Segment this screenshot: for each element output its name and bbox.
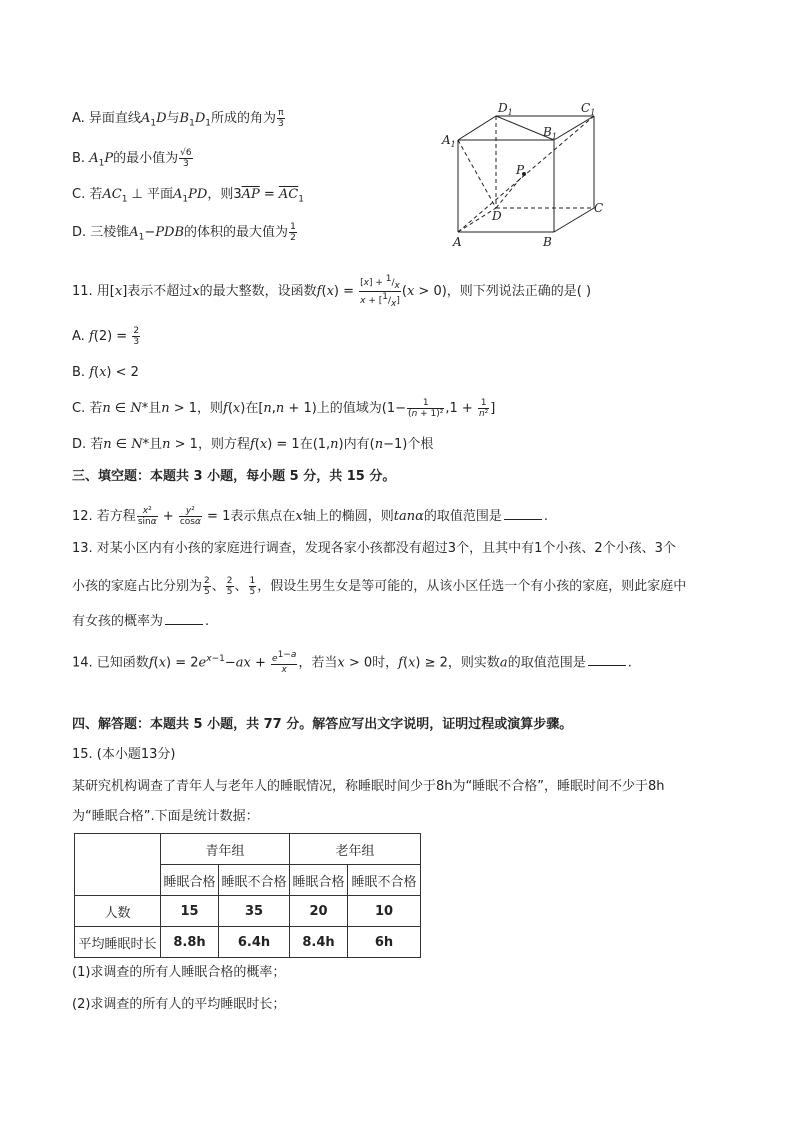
table-cell: 6.4h: [219, 927, 290, 958]
table-row: [75, 927, 421, 958]
sleep-stat-table: [74, 833, 421, 958]
q15-line2: 为“睡眠合格”.下面是统计数据：: [72, 809, 259, 824]
table-cell: 8.4h: [290, 927, 348, 958]
q10-option-c: C. 若$AC_1$ ⊥ 平面$A_1PD$，则$3\overline{AP} = \overline{AC}_1$: [72, 187, 304, 205]
table-group-header: 老年组: [290, 834, 421, 865]
table-row: [75, 896, 421, 927]
table-cell: 35: [219, 896, 290, 927]
label-d: D: [492, 209, 502, 223]
label-b1: $B_1$: [543, 125, 557, 141]
label-d1: $D_1$: [498, 101, 513, 117]
q11-option-b: B. f(x) < 2: [72, 365, 139, 380]
row-label: 人数: [75, 896, 161, 927]
table-corner: [75, 834, 161, 896]
q12: 12. 若方程 $\frac{\text{x²}}{\sin\alpha}$ + $\frac{\text{y²}}{\cos\alpha}$ = 1表示焦点在x轴上的椭圆，则tanα的取值范围是 .: [72, 506, 549, 527]
section3-heading: 三、填空题：本题共 3 小题，每小题 5 分，共 15 分。: [72, 469, 396, 484]
q10-option-a: A. 异面直线$A_1D$与$B_1D_1$所成的角为 $\frac{\pi}{3}$: [72, 108, 284, 129]
table-sub-header: 睡眠合格: [290, 865, 348, 896]
cube-figure: [436, 98, 616, 258]
table-sub-header: 睡眠不合格: [348, 865, 421, 896]
table-cell: 8.8h: [161, 927, 219, 958]
label-c1: $C_1$: [581, 101, 596, 117]
q14: 14. 已知函数$f(x) = 2e^{x-1}-ax$ + $\frac{e^{1-a}}{x}$ ，若当x > 0时，f(x) ≥ 2，则实数a的取值范围是 .: [72, 650, 632, 676]
q15-part1: (1)求调查的所有人睡眠合格的概率；: [72, 965, 286, 980]
q10-option-d: D. 三棱锥$A_1-PDB$的体积的最大值为 $\frac{1}{2}$: [72, 222, 296, 243]
table-cell: 10: [348, 896, 421, 927]
q15-heading: 15. (本小题13分): [72, 747, 176, 762]
label-a: A: [453, 235, 462, 249]
q13-line3: 有女孩的概率为 .: [72, 614, 210, 629]
q11-option-a: A. f(2) = $\frac{2}{3}$: [72, 326, 140, 347]
table-sub-header: 睡眠不合格: [219, 865, 290, 896]
table-sub-header: 睡眠合格: [161, 865, 219, 896]
q13-line2: 小孩的家庭占比分别为 $\frac{2}{5}$ 、 $\frac{2}{5}$ 、 $\frac{1}{5}$ ，假设生男生女是等可能的，从该小区任选一个有小孩的家庭，则此家庭中: [72, 576, 687, 597]
label-c: C: [594, 201, 604, 215]
section4-heading: 四、解答题：本题共 5 小题，共 77 分。解答应写出文字说明，证明过程或演算步骤。: [72, 717, 573, 732]
q10-option-b: B. $A_1P$的最小值为 $\frac{√6}{3}$: [72, 148, 192, 169]
table-group-header: 青年组: [161, 834, 290, 865]
label-b: B: [543, 235, 552, 249]
row-label: 平均睡眠时长: [75, 927, 161, 958]
q13-line1: 13. 对某小区内有小孩的家庭进行调查，发现各家小孩都没有超过3个，且其中有1个小孩、2个小孩、3个: [72, 541, 676, 556]
q11-option-c: C. 若n ∈ N*且n > 1，则f(x)在[n,n + 1)上的值域为(1− $\frac{1}{\text{(n + 1)²}}$ ,1 + $\frac{1}{\text{n²}}$ ]: [72, 398, 496, 419]
label-a1: $A_1$: [442, 133, 456, 149]
label-p: P: [516, 163, 525, 177]
table-cell: 6h: [348, 927, 421, 958]
q11-option-d: D. 若n ∈ N*且n > 1，则方程f(x) = 1在(1,n)内有(n−1)个根: [72, 437, 434, 452]
table-cell: 15: [161, 896, 219, 927]
table-cell: 20: [290, 896, 348, 927]
q15-line1: 某研究机构调查了青年人与老年人的睡眠情况，称睡眠时间少于8h为“睡眠不合格”，睡眠时间不少于8h: [72, 779, 665, 794]
q15-part2: (2)求调查的所有人的平均睡眠时长；: [72, 997, 286, 1012]
q11-stem: 11. 用[x]表示不超过x的最大整数，设函数f(x) = $\frac{[x] + ^1/_x}{x + [^1/_x]}$ (x > 0)，则下列说法正确的是( ): [72, 274, 592, 309]
